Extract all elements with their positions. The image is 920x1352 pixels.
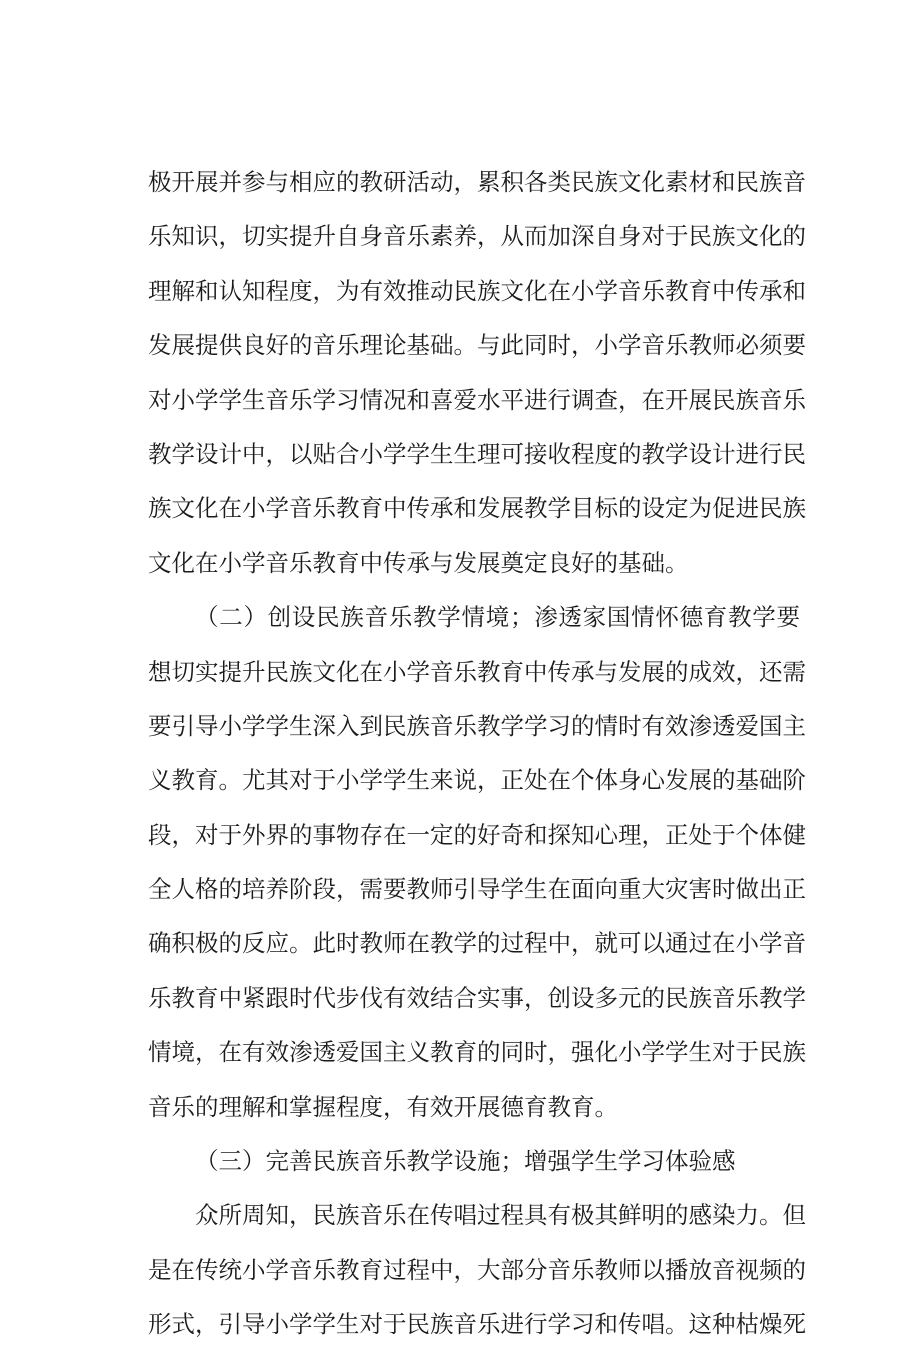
text-line: 极开展并参与相应的教研活动，累积各类民族文化素材和民族音: [148, 168, 806, 196]
text-line: 文化在小学音乐教育中传承与发展奠定良好的基础。: [148, 548, 689, 577]
text-line: 乐知识，切实提升自身音乐素养，从而加深自身对于民族文化的: [148, 222, 806, 251]
text-line: 要引导小学学生深入到民族音乐教学学习的情时有效渗透爱国主: [148, 711, 806, 740]
text-line: 对小学学生音乐学习情况和喜爱水平进行调查，在开展民族音乐: [148, 385, 806, 414]
text-line: 想切实提升民族文化在小学音乐教育中传承与发展的成效，还需: [148, 657, 806, 686]
text-line: 理解和认知程度，为有效推动民族文化在小学音乐教育中传承和: [148, 276, 806, 305]
text-line: 是在传统小学音乐教育过程中，大部分音乐教师以播放音视频的: [148, 1255, 806, 1284]
text-line: 情境，在有效渗透爱国主义教育的同时，强化小学学生对于民族: [148, 1038, 806, 1067]
text-line: 音乐的理解和掌握程度，有效开展德育教育。: [148, 1092, 618, 1121]
text-line: 族文化在小学音乐教育中传承和发展教学目标的设定为促进民族: [148, 494, 806, 523]
text-line: 段，对于外界的事物存在一定的好奇和探知心理，正处于个体健: [148, 820, 806, 849]
text-line: 全人格的培养阶段，需要教师引导学生在面向重大灾害时做出正: [148, 875, 806, 904]
text-line: 确积极的反应。此时教师在教学的过程中，就可以通过在小学音: [148, 929, 806, 958]
text-line: 众所周知，民族音乐在传唱过程具有极其鲜明的感染力。但: [195, 1201, 806, 1230]
section-heading: （三）完善民族音乐教学设施；增强学生学习体验感: [195, 1147, 736, 1176]
section-heading-line: （二）创设民族音乐教学情境；渗透家国情怀德育教学要: [195, 603, 800, 632]
text-line: 乐教育中紧跟时代步伐有效结合实事，创设多元的民族音乐教学: [148, 983, 806, 1012]
text-line: 教学设计中，以贴合小学学生生理可接收程度的教学设计进行民: [148, 439, 806, 468]
text-line: 发展提供良好的音乐理论基础。与此同时，小学音乐教师必须要: [148, 331, 806, 360]
document-body: [148, 155, 806, 1352]
text-line: 形式，引导小学学生对于民族音乐进行学习和传唱。这种枯燥死: [148, 1310, 806, 1339]
text-line: 义教育。尤其对于小学学生来说，正处在个体身心发展的基础阶: [148, 766, 806, 795]
